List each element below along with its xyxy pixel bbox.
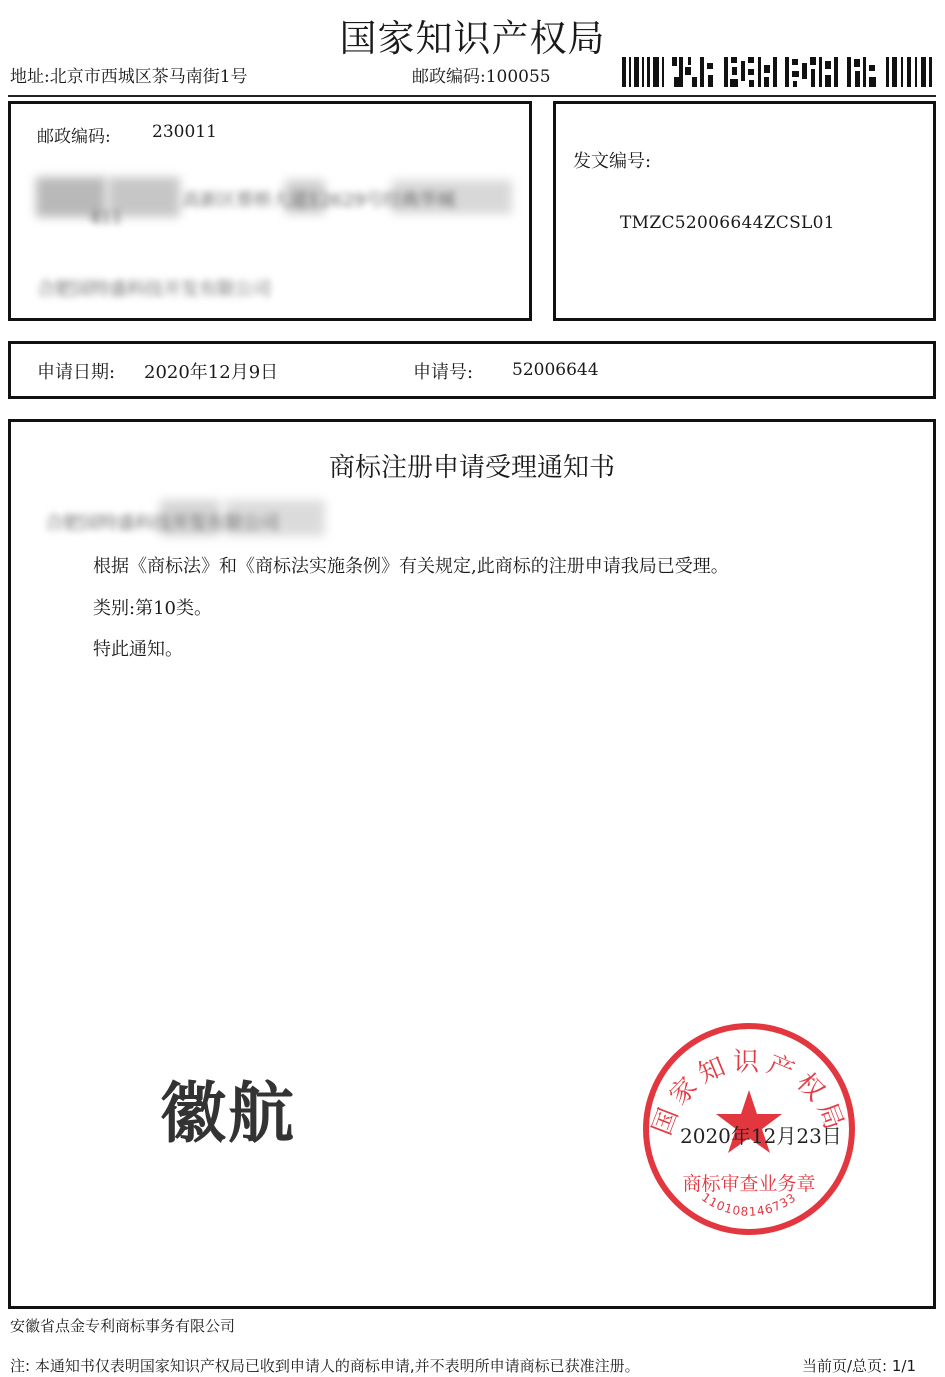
application-date-value: 2020年12月9日 <box>144 362 279 383</box>
doc-number-label: 发文编号: <box>573 151 652 172</box>
notice-date: 2020年12月23日 <box>680 1124 842 1148</box>
seal-top-text: 国家知识产权局 <box>647 1047 851 1140</box>
notice-line-2: 类别:第10类。 <box>93 598 212 619</box>
header-rule <box>8 95 936 97</box>
footer-note: 注: 本通知书仅表明国家知识产权局已收到申请人的商标申请,并不表明所申请商标已获准注册。 <box>10 1357 640 1375</box>
handwritten-signature: 徽航 <box>160 1075 296 1152</box>
seal-number: 110108146733 <box>699 1190 799 1219</box>
doc-number-box <box>553 101 936 321</box>
recipient-postcode-value: 230011 <box>152 122 217 142</box>
recipient-postcode-label: 邮政编码: <box>37 127 111 147</box>
notice-line-3: 特此通知。 <box>93 639 183 660</box>
barcode-icon <box>622 55 934 89</box>
office-postcode: 邮政编码:100055 <box>412 67 551 87</box>
recipient-company: 合肥国特盛科技开发有限公司 <box>37 279 271 300</box>
page-title: 国家知识产权局 <box>339 17 606 60</box>
application-number-value: 52006644 <box>512 360 599 380</box>
seal-bottom-text: 商标审查业务章 <box>682 1173 816 1195</box>
office-address: 地址:北京市西城区茶马南街1号 <box>10 67 248 87</box>
agent-name: 安徽省点金专利商标事务有限公司 <box>10 1317 236 1335</box>
application-date-label: 申请日期: <box>37 362 116 383</box>
doc-number-value: TMZC52006644ZCSL01 <box>620 213 835 233</box>
notice-addressee: 合肥国特盛科技开发有限公司 <box>45 513 279 534</box>
notice-title: 商标注册申请受理通知书 <box>328 453 615 483</box>
recipient-address: 高新区蔡桥大道12629号经典华城 <box>182 190 456 211</box>
page-indicator: 当前页/总页: 1/1 <box>802 1357 917 1375</box>
recipient-address-unit: 411 <box>90 208 123 228</box>
application-number-label: 申请号: <box>413 362 474 383</box>
notice-line-1: 根据《商标法》和《商标法实施条例》有关规定,此商标的注册申请我局已受理。 <box>93 556 729 577</box>
